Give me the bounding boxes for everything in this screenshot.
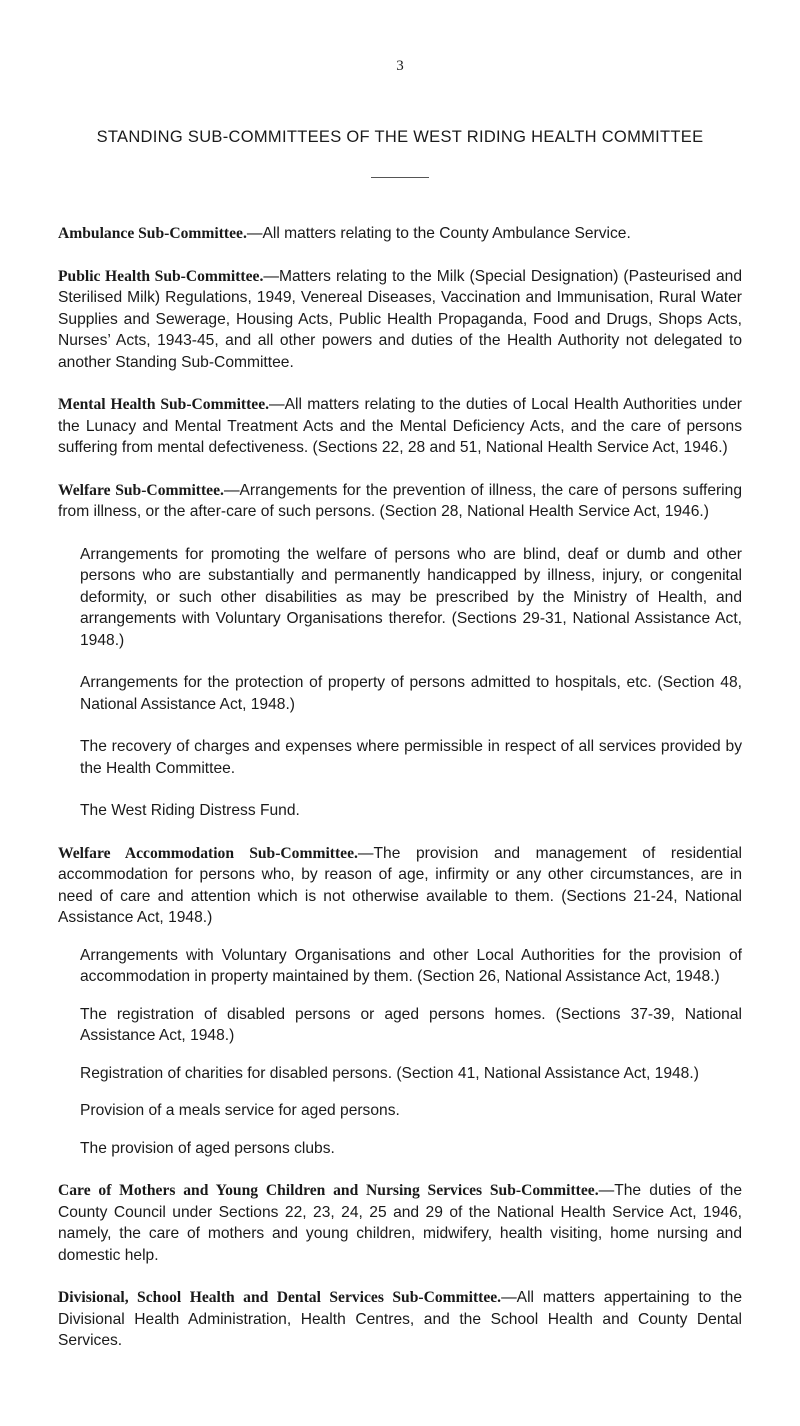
- public-health-section: [58, 266, 742, 374]
- welfare-accommodation-paragraph: The provision of aged persons clubs.: [80, 1139, 335, 1157]
- section-text: —The provision and management of residential accommodation for persons who, by reason of age, infirmity or any other circumstances, are in need of care and attention which is not otherwise available to them. (Sections 21-24, National Assistance Act, 1948.): [58, 844, 742, 926]
- section-text: —All matters appertaining to the Divisional Health Administration, Health Centres, and the School Health and County Dental Services.: [58, 1289, 742, 1349]
- section-heading: Ambulance Sub-Committee.: [58, 225, 247, 242]
- section-heading: Public Health Sub-Committee.: [58, 267, 264, 285]
- section-heading: Mental Health Sub-Committee.: [58, 396, 270, 413]
- divisional-school-dental-section: [58, 1287, 742, 1352]
- title-divider: [371, 177, 429, 178]
- welfare-paragraph: Arrangements for promoting the welfare of persons who are blind, deaf or dumb and other persons who are substantially and permanently handicapped by illness, injury, or congenital deformity, or such other disabilities as may be prescribed by the Ministry of Health, and arrangements with Voluntary Organisations therefor. (Sections 29-31, National Assistance Act, 1948.): [80, 545, 742, 649]
- section-heading: Divisional, School Health and Dental Services Sub-Committee.: [58, 1289, 502, 1306]
- section-heading: Welfare Accommodation Sub-Committee.: [58, 844, 358, 862]
- welfare-paragraph: The West Riding Distress Fund.: [80, 802, 300, 819]
- page-number: 3: [396, 58, 404, 74]
- welfare-accommodation-paragraph: Provision of a meals service for aged persons.: [80, 1102, 400, 1119]
- mental-health-section: [58, 394, 742, 459]
- welfare-accommodation-paragraph: Registration of charities for disabled persons. (Section 41, National Assistance Act, 1948.): [80, 1064, 699, 1082]
- section-text: —Arrangements for the prevention of illness, the care of persons suffering from illness, or the after-care of such persons. (Section 28, National Health Service Act, 1946.): [58, 481, 742, 520]
- section-text: —Matters relating to the Milk (Special Designation) (Pasteurised and Sterilised Milk) Regulations, 1949, Venereal Diseases, Vaccination and Immunisation, Rural Water Supplies and Sewerage, Housing Acts, Public Health Propaganda, Food and Drugs, Shops Acts, Nurses’ Acts, 1943-45, and all other powers and duties of the Health Authority not delegated to another Standing Sub-Committee.: [58, 267, 742, 371]
- page-title: STANDING SUB-COMMITTEES OF THE WEST RIDING HEALTH COMMITTEE: [96, 128, 704, 146]
- welfare-accommodation-section: [58, 843, 742, 929]
- welfare-accommodation-paragraph: The registration of disabled persons or aged persons homes. (Sections 37-39, National Assistance Act, 1948.): [80, 1005, 742, 1044]
- document-body: [58, 223, 742, 1352]
- section-heading: Welfare Sub-Committee.: [58, 481, 224, 499]
- welfare-accommodation-paragraph: Arrangements with Voluntary Organisations and other Local Authorities for the provision of accommodation in property maintained by them. (Section 26, National Assistance Act, 1948.): [80, 946, 742, 985]
- welfare-section: [58, 480, 742, 523]
- section-text: —All matters relating to the duties of Local Health Authorities under the Lunacy and Mental Treatment Acts and the Mental Deficiency Acts, and the care of persons suffering from mental defectiveness. (Sections 22, 28 and 51, National Health Service Act, 1946.): [58, 396, 742, 456]
- ambulance-section: [58, 223, 742, 245]
- welfare-paragraph: Arrangements for the protection of property of persons admitted to hospitals, etc. (Section 48, National Assistance Act, 1948.): [80, 674, 742, 713]
- mothers-children-nursing-section: [58, 1180, 742, 1266]
- section-heading: Care of Mothers and Young Children and Nursing Services Sub-Committee.: [58, 1182, 599, 1199]
- welfare-paragraph: The recovery of charges and expenses where permissible in respect of all services provided by the Health Committee.: [80, 738, 742, 777]
- section-text: —All matters relating to the County Ambulance Service.: [246, 225, 631, 242]
- section-text: —The duties of the County Council under Sections 22, 23, 24, 25 and 29 of the National Health Service Act, 1946, namely, the care of mothers and young children, midwifery, health visiting, home nursing and domestic help.: [58, 1182, 742, 1264]
